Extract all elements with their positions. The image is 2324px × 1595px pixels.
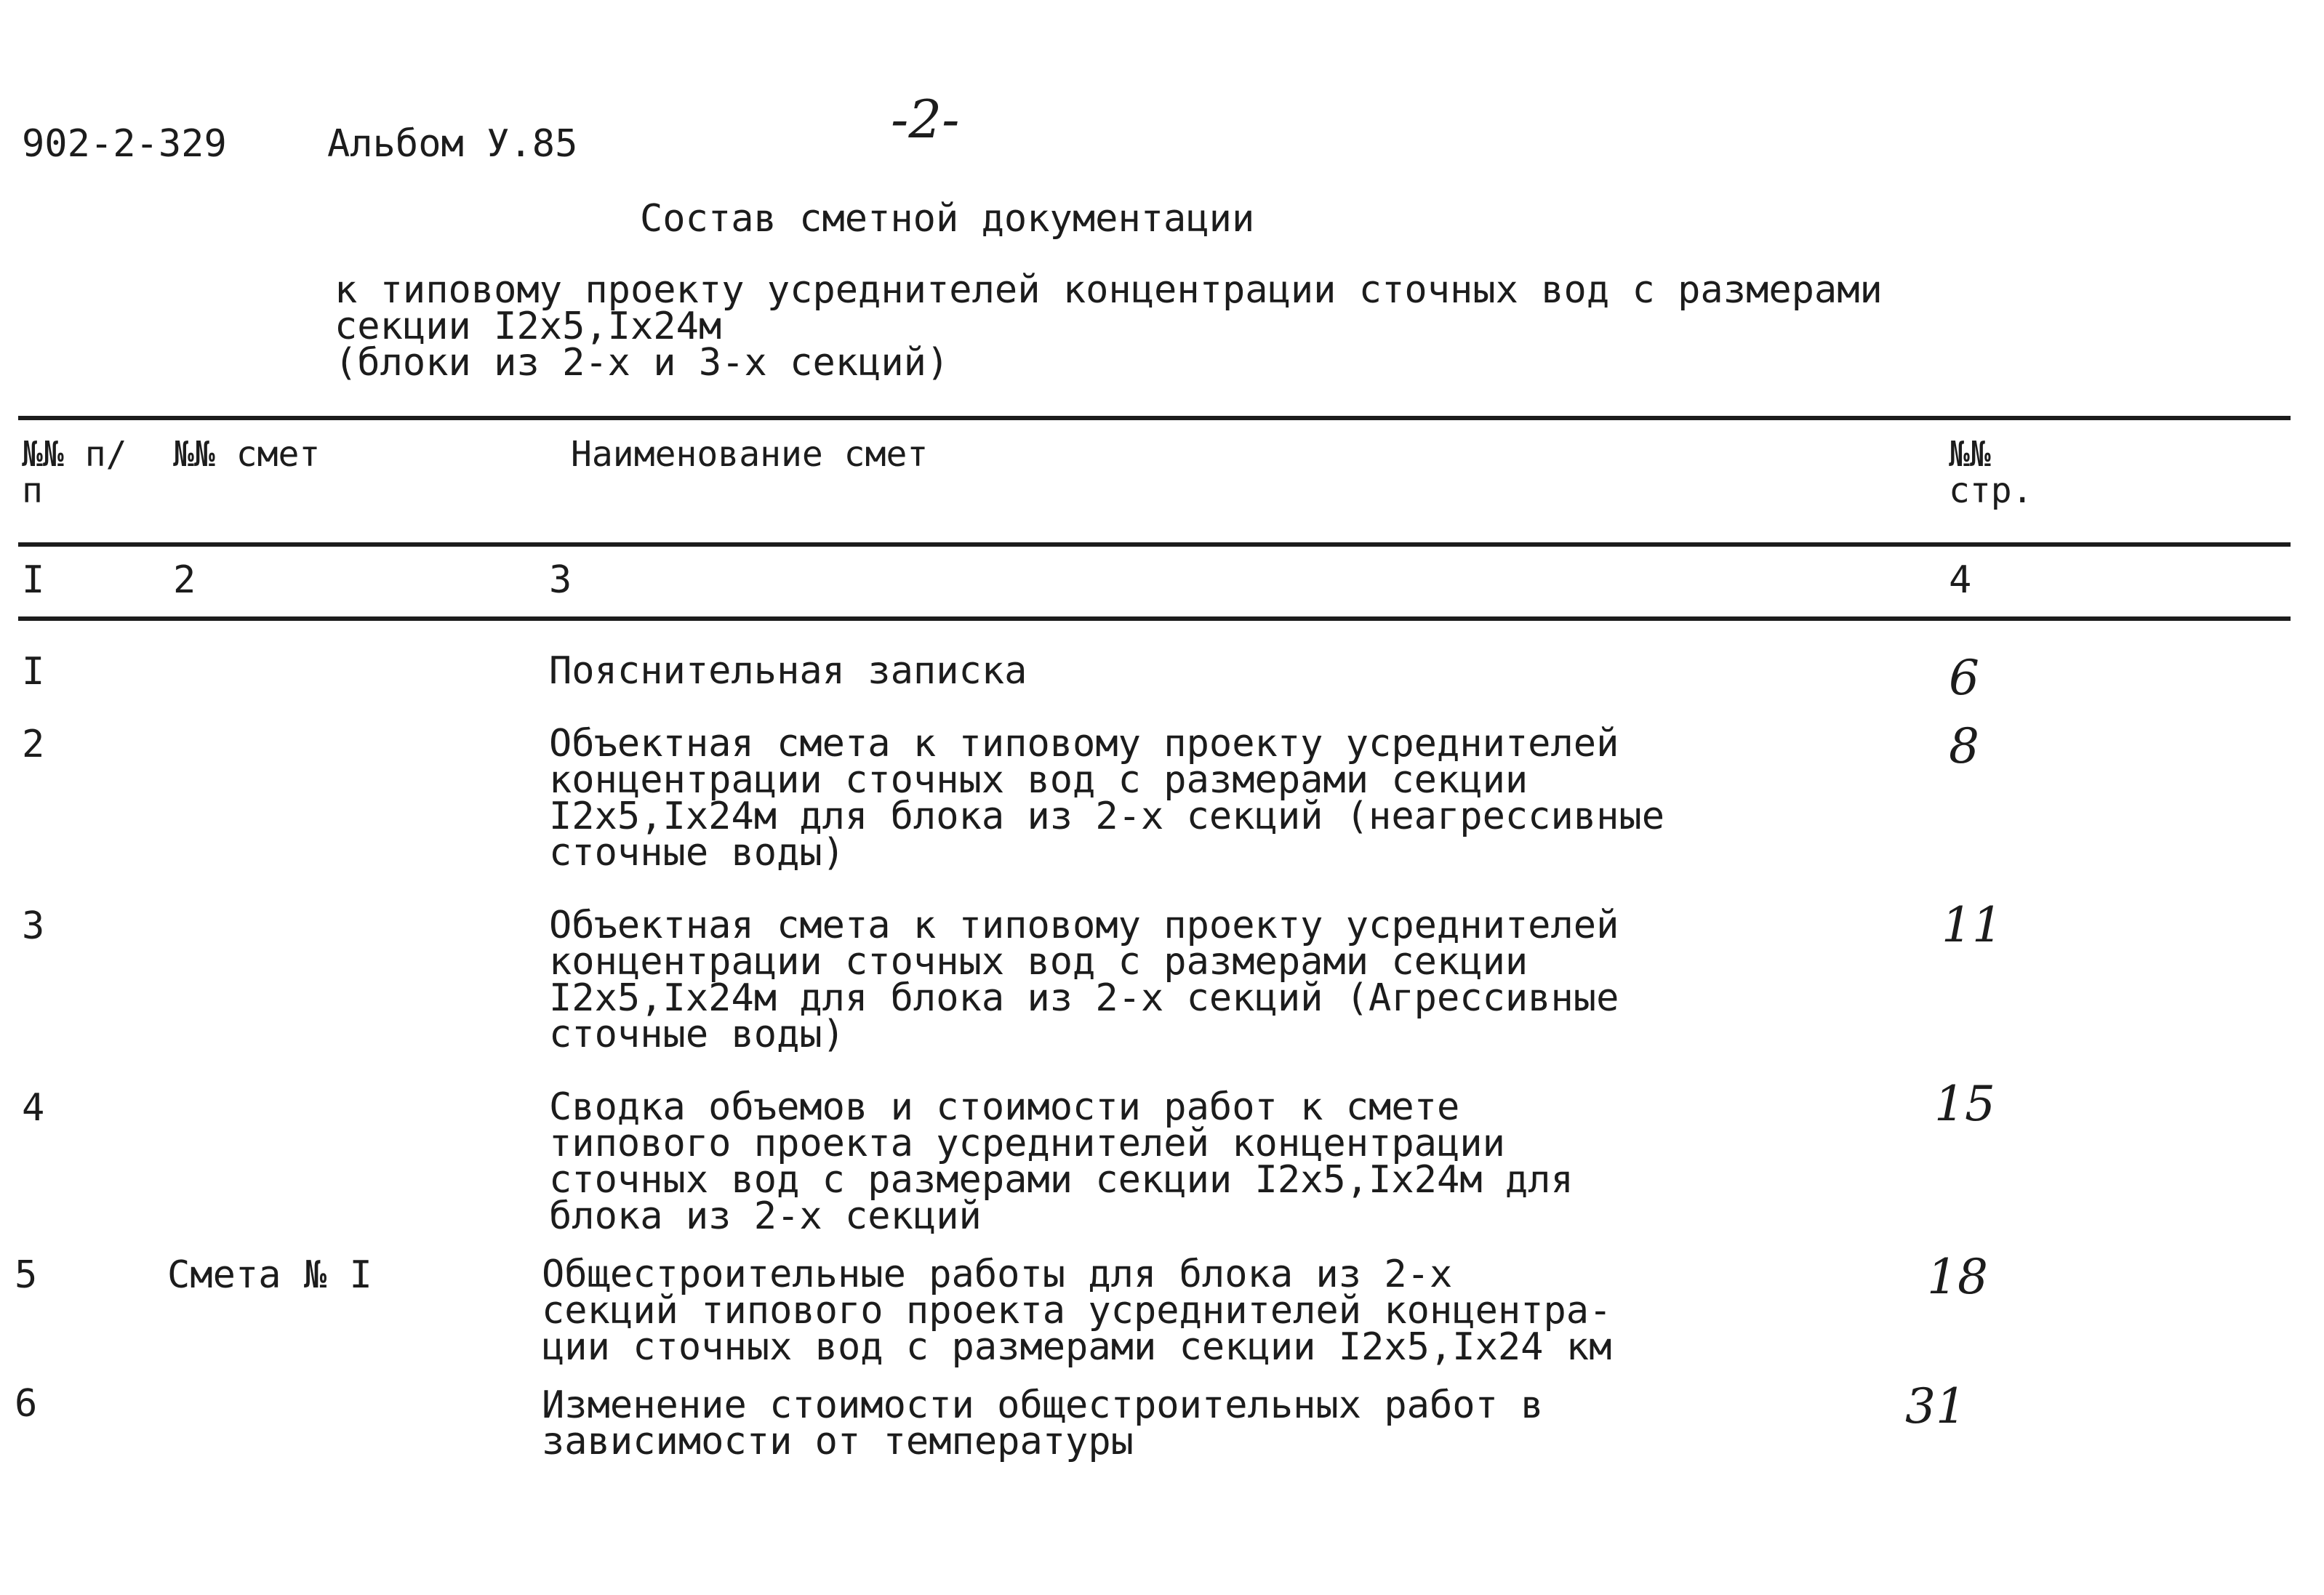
row-page: 18 xyxy=(1927,1249,1988,1305)
subtitle-line: секции I2x5,Ix24м xyxy=(334,305,722,348)
row-number: 3 xyxy=(22,904,45,948)
row-page: 6 xyxy=(1949,650,1979,706)
row-name-line: сточных вод с размерами секции I2x5,Ix24м для xyxy=(549,1158,1574,1202)
header-estimate-number: №№ смет xyxy=(173,434,321,475)
document-subtitle xyxy=(334,268,1883,385)
row-name-line: Сводка объемов и стоимости работ к смете xyxy=(549,1085,1460,1129)
row-name-line: концентрации сточных вод с размерами секции xyxy=(549,758,1528,802)
subtitle-line: к типовому проекту усреднителей концентрации сточных вод с размерами xyxy=(334,268,1883,312)
row-number: 6 xyxy=(15,1382,38,1426)
column-number-2: 2 xyxy=(173,558,196,602)
header-row-number: №№ п/п xyxy=(22,434,127,511)
row-name xyxy=(549,722,1665,875)
row-name-line: типового проекта усреднителей концентрации xyxy=(549,1122,1505,1165)
document-title: Состав сметной документации xyxy=(640,197,1255,241)
row-number: 4 xyxy=(22,1086,45,1130)
row-page: 8 xyxy=(1949,718,1979,774)
row-name-line: Пояснительная записка xyxy=(549,649,1027,693)
album-label: Альбом У.85 xyxy=(327,122,578,166)
header-divider-rule xyxy=(18,542,2291,547)
subtitle-line: (блоки из 2-х и 3-х секций) xyxy=(334,341,950,385)
row-name-line: I2x5,Ix24м для блока из 2-х секций (неагрессивные xyxy=(549,795,1665,838)
row-name-line: Объектная смета к типовому проекту усреднителей xyxy=(549,904,1619,947)
row-number: 2 xyxy=(22,723,45,766)
row-estimate-number: Смета № I xyxy=(167,1253,372,1297)
column-number-3: 3 xyxy=(549,558,572,602)
document-number: 902-2-329 xyxy=(22,122,227,166)
header-estimate-name: Наименование смет xyxy=(571,434,929,475)
row-page: 31 xyxy=(1905,1378,1966,1434)
row-name xyxy=(549,904,1619,1056)
row-name-line: Объектная смета к типовому проекту усреднителей xyxy=(549,722,1619,766)
row-name xyxy=(542,1253,1612,1369)
row-name-line: секций типового проекта усреднителей концентра- xyxy=(542,1289,1612,1333)
row-page: 11 xyxy=(1942,897,2003,953)
column-numbers-rule xyxy=(18,616,2291,621)
row-name-line: зависимости от температуры xyxy=(542,1420,1134,1463)
row-name-line: ции сточных вод с размерами секции I2x5,Ix24 км xyxy=(542,1325,1612,1369)
row-name-line: I2x5,Ix24м для блока из 2-х секций (Агрессивные xyxy=(549,976,1619,1020)
table-top-rule xyxy=(18,416,2291,420)
row-name-line: концентрации сточных вод с размерами секции xyxy=(549,940,1528,984)
row-name-line: сточные воды) xyxy=(549,831,845,875)
row-name xyxy=(542,1383,1544,1463)
row-name-line: Общестроительные работы для блока из 2-х xyxy=(542,1253,1453,1296)
row-page: 15 xyxy=(1934,1076,1995,1132)
row-name xyxy=(549,649,1027,693)
column-number-1: I xyxy=(22,558,45,602)
header-page-number: №№ стр. xyxy=(1949,434,2033,511)
row-number: I xyxy=(22,650,45,694)
page-number: -2- xyxy=(891,89,960,150)
column-number-4: 4 xyxy=(1949,558,1972,602)
row-name xyxy=(549,1085,1574,1238)
row-name-line: сточные воды) xyxy=(549,1013,845,1056)
row-name-line: Изменение стоимости общестроительных работ в xyxy=(542,1383,1544,1427)
row-number: 5 xyxy=(15,1253,38,1297)
row-name-line: блока из 2-х секций xyxy=(549,1194,982,1238)
